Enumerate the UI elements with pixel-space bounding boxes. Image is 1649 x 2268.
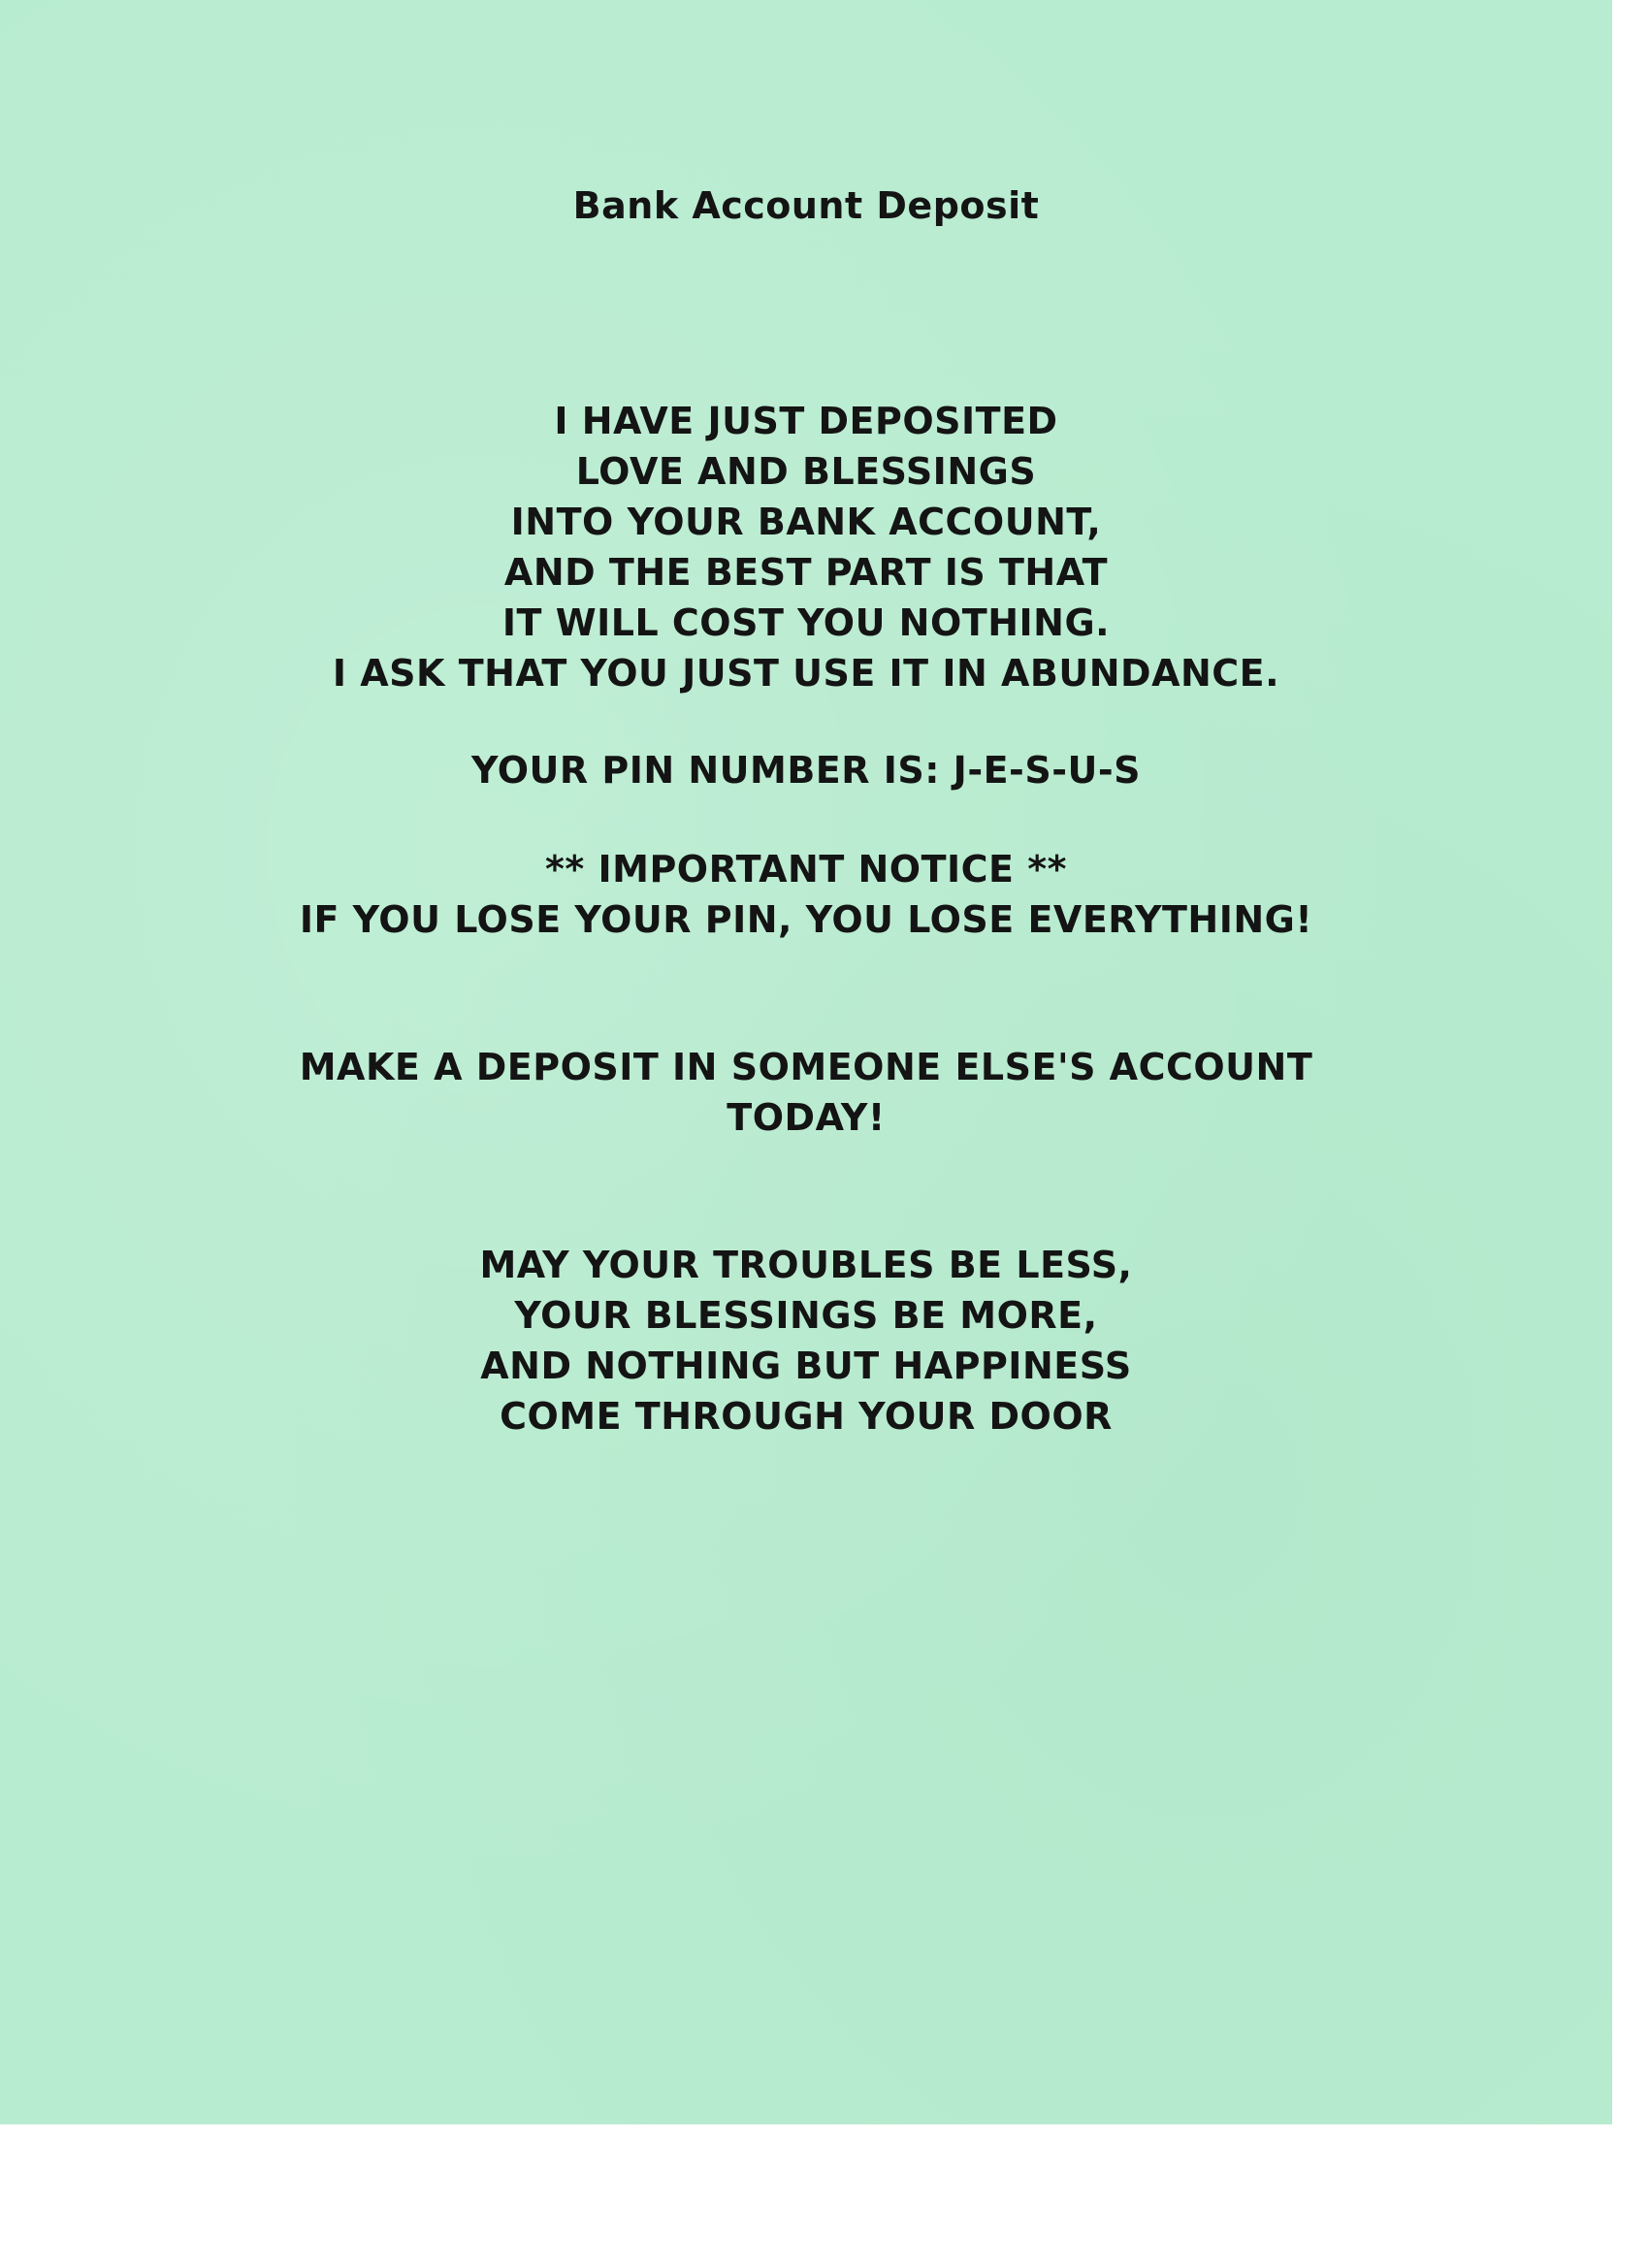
message-line: I HAVE JUST DEPOSITED — [554, 400, 1058, 442]
blessing-line: COME THROUGH YOUR DOOR — [500, 1395, 1113, 1438]
notice-heading: ** IMPORTANT NOTICE ** — [545, 848, 1067, 891]
document-title: Bank Account Deposit — [572, 184, 1040, 227]
deposit-message — [0, 396, 1612, 698]
blessing-line: MAY YOUR TROUBLES BE LESS, — [479, 1244, 1133, 1286]
call-to-action-line: TODAY! — [727, 1096, 886, 1139]
important-notice — [0, 844, 1612, 945]
blessing-line: YOUR BLESSINGS BE MORE, — [514, 1294, 1098, 1337]
pin-line: YOUR PIN NUMBER IS: J-E-S-U-S — [471, 749, 1141, 792]
message-line: IT WILL COST YOU NOTHING. — [501, 601, 1111, 644]
message-line: AND THE BEST PART IS THAT — [503, 551, 1109, 594]
scanner-bed-margin — [0, 2124, 1649, 2268]
pin-section — [0, 745, 1612, 795]
message-line: I ASK THAT YOU JUST USE IT IN ABUNDANCE. — [332, 652, 1280, 695]
call-to-action-line: MAKE A DEPOSIT IN SOMEONE ELSE'S ACCOUNT — [299, 1046, 1313, 1088]
blessing-line: AND NOTHING BUT HAPPINESS — [480, 1345, 1132, 1387]
notice-text: IF YOU LOSE YOUR PIN, YOU LOSE EVERYTHING! — [299, 898, 1313, 941]
message-line: LOVE AND BLESSINGS — [575, 450, 1037, 493]
call-to-action — [0, 1042, 1612, 1143]
closing-blessing — [0, 1240, 1612, 1442]
message-line: INTO YOUR BANK ACCOUNT, — [510, 501, 1102, 543]
